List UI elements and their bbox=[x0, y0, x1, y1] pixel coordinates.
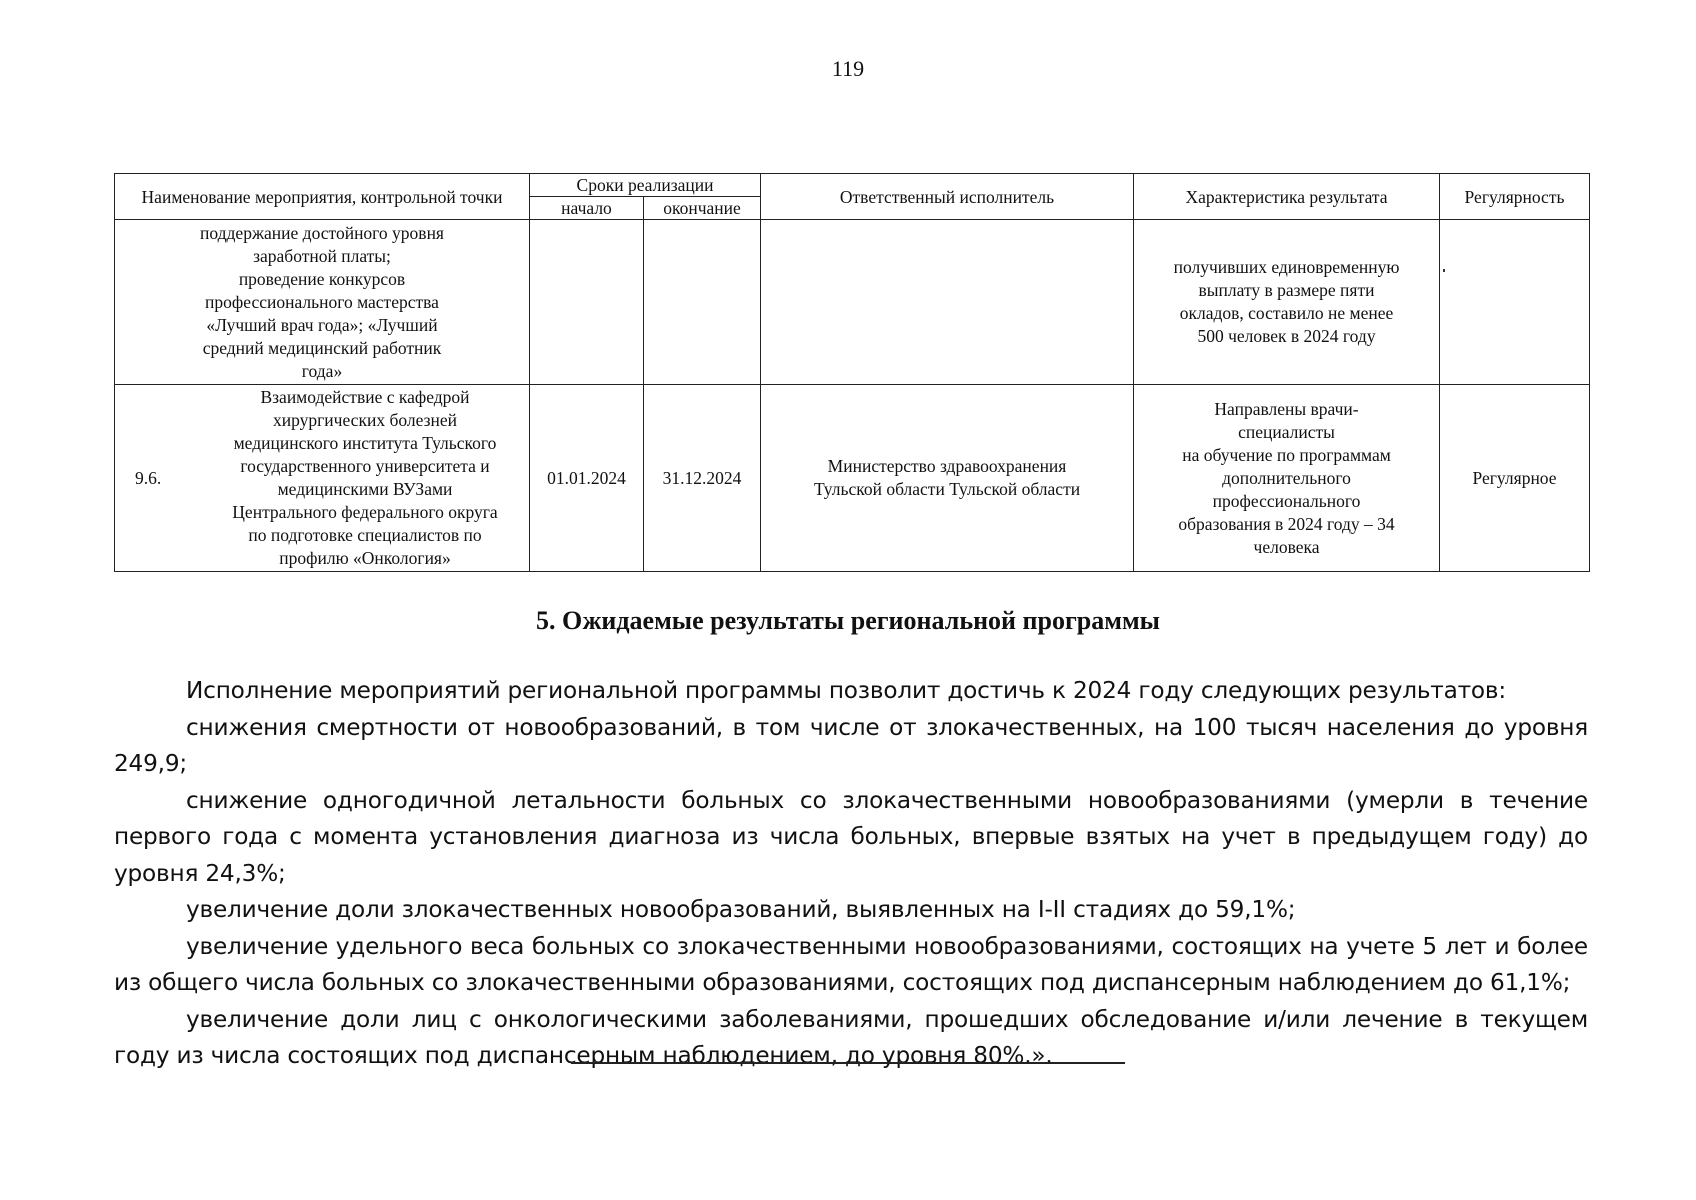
page-number: 119 bbox=[831, 56, 865, 81]
paragraph: увеличение удельного веса больных со злокачественными новообразованиями, состоящих на учете 5 лет и более из общего числа больных со злокачественными образованиями, состоящих под диспансерным наблюдением до 61,1%; bbox=[114, 932, 1588, 996]
continued-start-cell bbox=[530, 220, 644, 385]
header-regularity: Регулярность bbox=[1440, 174, 1590, 220]
continued-result-cell: получивших единовременную выплату в размере пяти окладов, составило не менее 500 человек в 2024 году bbox=[1134, 220, 1440, 385]
paragraph: увеличение доли злокачественных новообразований, выявленных на I-II стадиях до 59,1%; bbox=[186, 896, 1296, 923]
paragraph: увеличение доли лиц с онкологическими заболеваниями, прошедших обследование и/или лечение в текущем году из числа состоящих под диспансерным наблюдением, до уровня 80%.». bbox=[114, 1005, 1588, 1069]
header-start: начало bbox=[530, 197, 644, 220]
row-start-cell: 01.01.2024 bbox=[530, 385, 644, 572]
row-number: 9.6. bbox=[135, 467, 162, 488]
end-divider bbox=[571, 1062, 1125, 1064]
paragraph: снижение одногодичной летальности больных со злокачественными новообразованиями (умерли в течение первого года с момента установления диагноза из числа больных, впервые взятых на учет в предыдущем году) до уровня 24,3%; bbox=[114, 786, 1588, 887]
continued-name-cell: поддержание достойного уровня заработной платы; проведение конкурсов профессионального мастерства «Лучший врач года»; «Лучший средний медицинский работник года» bbox=[115, 220, 530, 385]
header-result: Характеристика результата bbox=[1134, 174, 1440, 220]
continued-end-cell bbox=[644, 220, 761, 385]
row-name-cell bbox=[115, 385, 530, 572]
row-result-cell: Направлены врачи- специалисты на обучение по программам дополнительного профессионального образования в 2024 году – 34 человека bbox=[1134, 385, 1440, 572]
table-row-continued bbox=[115, 220, 1590, 385]
row-end-cell: 31.12.2024 bbox=[644, 385, 761, 572]
activities-table bbox=[114, 173, 1590, 572]
row-name: Взаимодействие с кафедрой хирургических болезней медицинского института Тульского государственного университета и медицинскими ВУЗами Центрального федерального округа по подготовке специалистов по профилю «Онкология» bbox=[232, 387, 498, 568]
table-header-row bbox=[115, 174, 1590, 197]
header-name: Наименование мероприятия, контрольной точки bbox=[115, 174, 530, 220]
row-regularity-cell: Регулярное bbox=[1440, 385, 1590, 572]
continued-executor-cell bbox=[761, 220, 1134, 385]
header-executor: Ответственный исполнитель bbox=[761, 174, 1134, 220]
section-body bbox=[114, 673, 1588, 1075]
table-row-9-6 bbox=[115, 385, 1590, 572]
section-heading: 5. Ожидаемые результаты региональной программы bbox=[536, 606, 1160, 635]
continued-regularity-cell bbox=[1440, 220, 1590, 385]
scan-speck bbox=[1443, 269, 1445, 272]
paragraph: Исполнение мероприятий региональной программы позволит достичь к 2024 году следующих результатов: bbox=[186, 677, 1506, 704]
header-terms: Сроки реализации bbox=[530, 174, 761, 197]
row-executor-cell: Министерство здравоохранения Тульской области Тульской области bbox=[761, 385, 1134, 572]
header-end: окончание bbox=[644, 197, 761, 220]
paragraph: снижения смертности от новообразований, в том числе от злокачественных, на 100 тысяч населения до уровня 249,9; bbox=[114, 713, 1588, 777]
